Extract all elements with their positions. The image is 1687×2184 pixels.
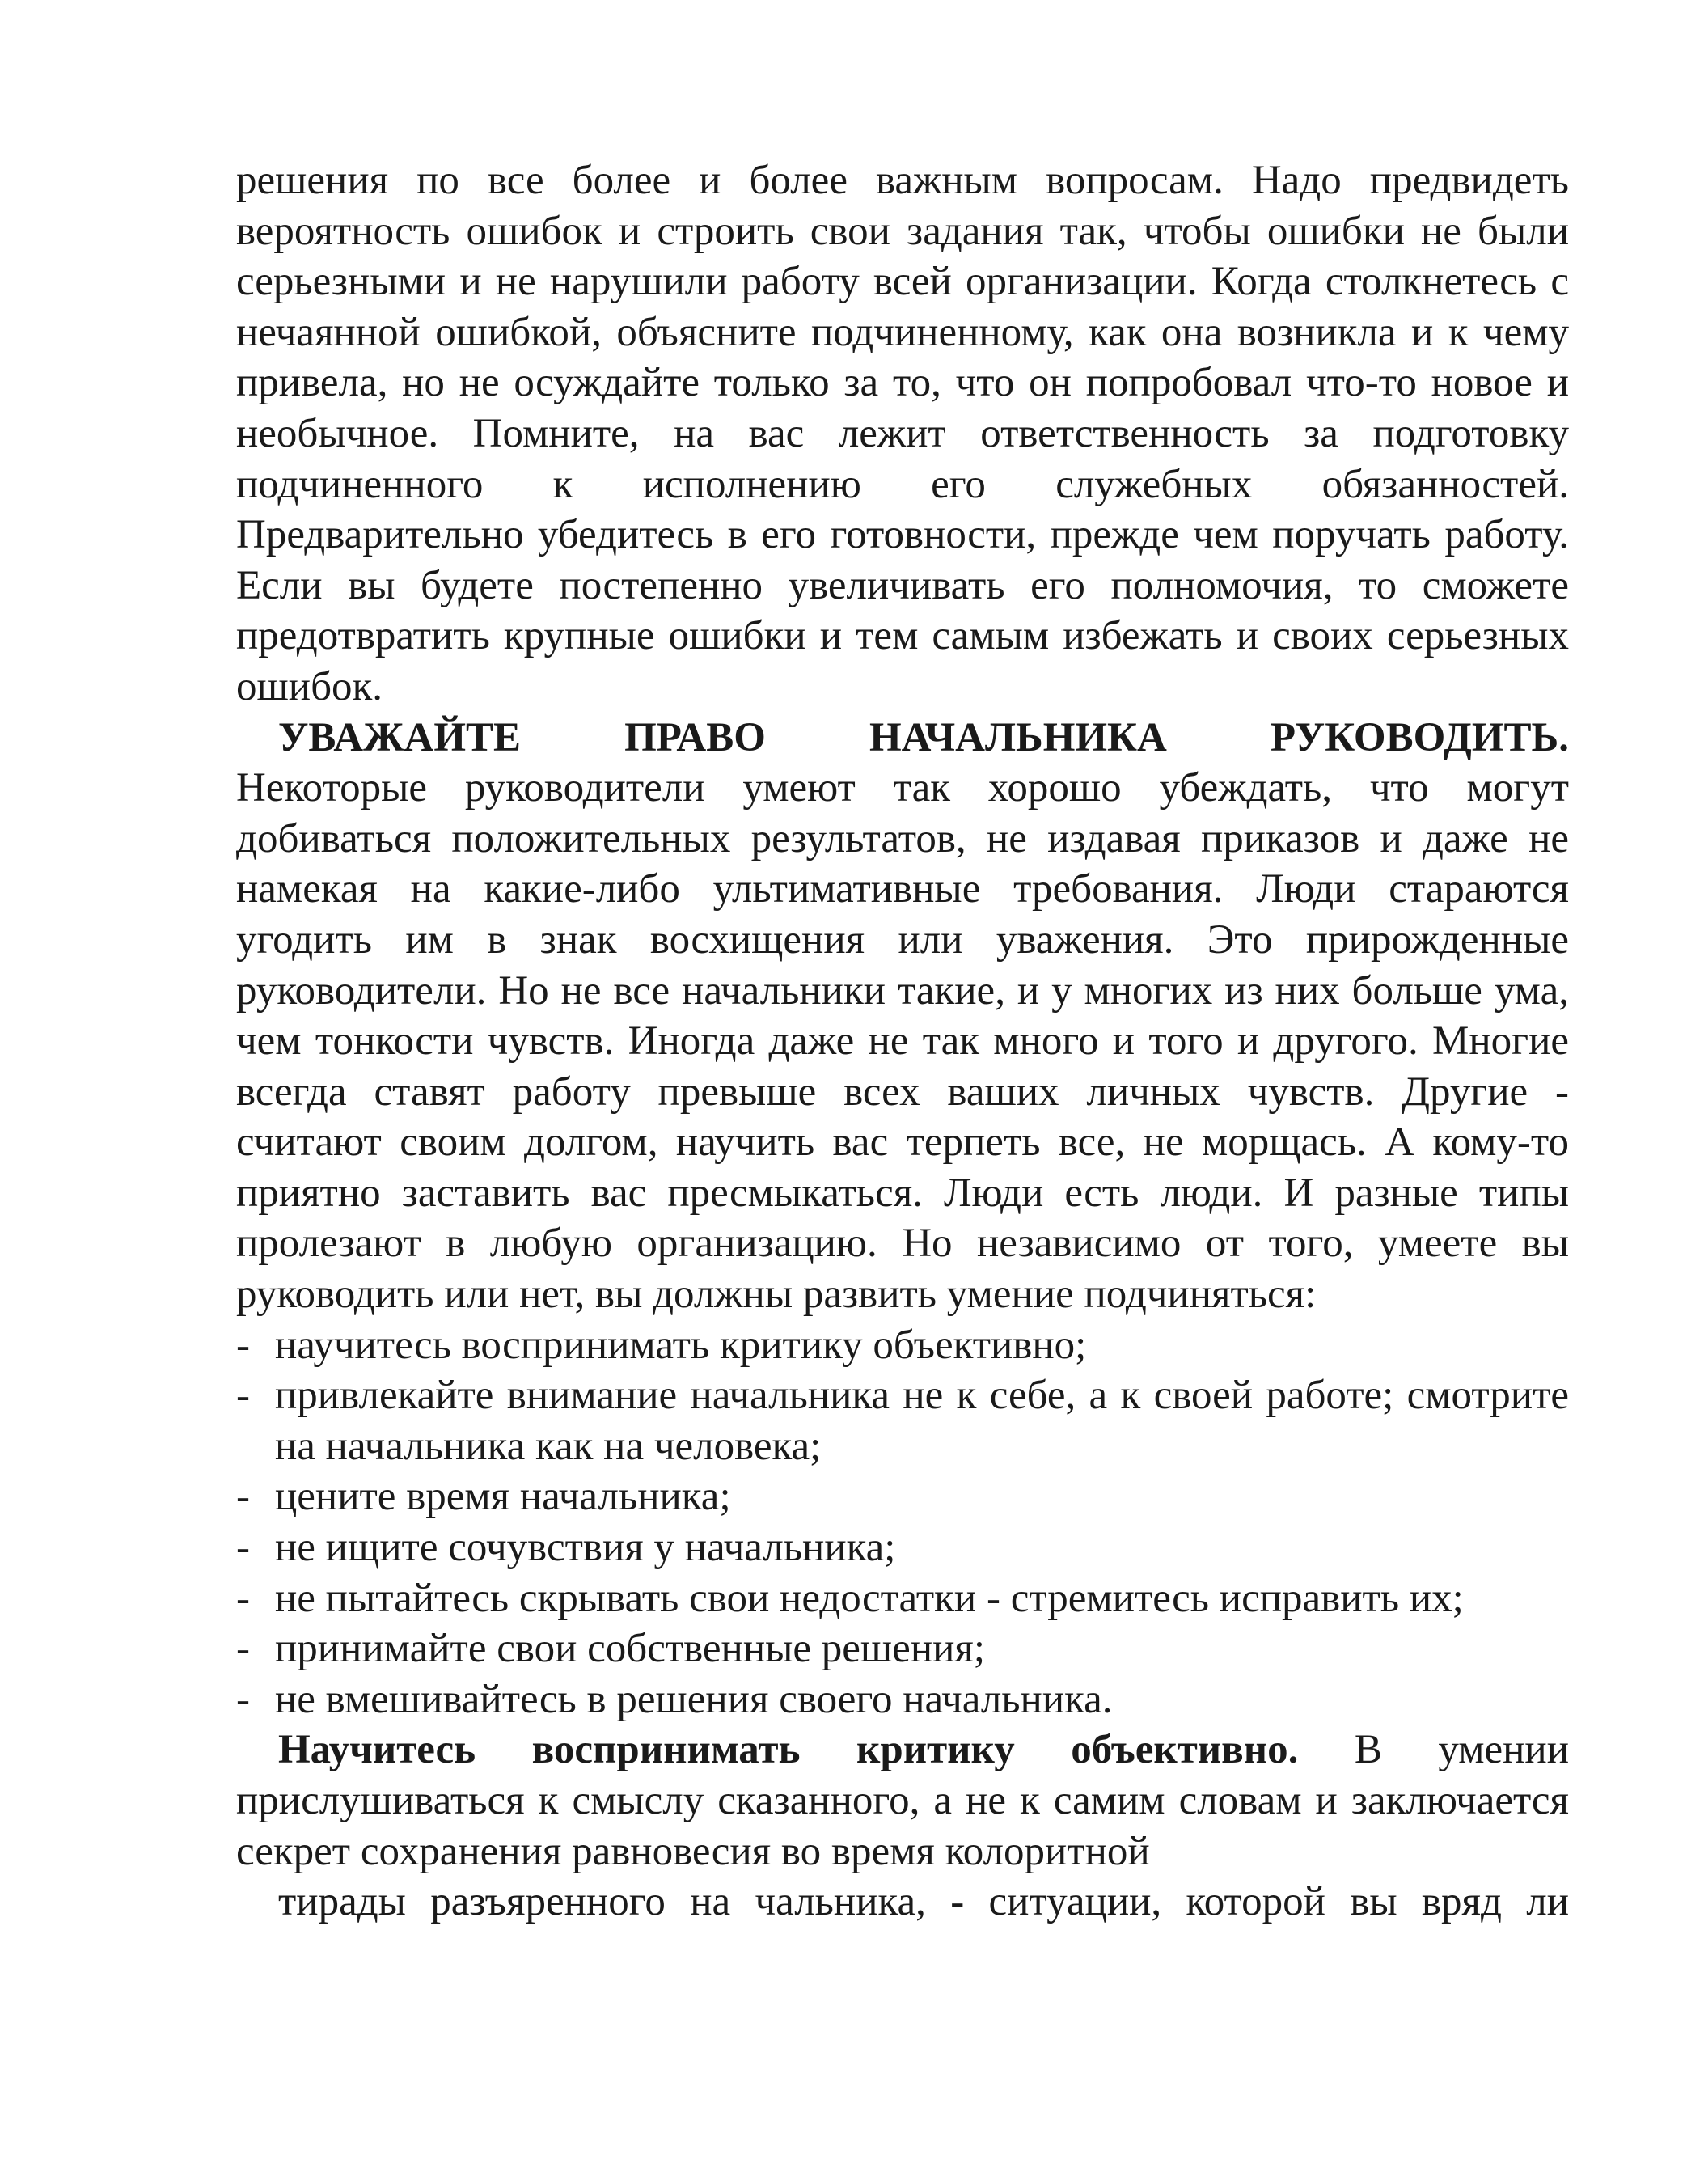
paragraph-criticism [236,1725,1569,1927]
list-item [236,1370,1569,1471]
section-heading-respect: УВАЖАЙТЕ ПРАВО НАЧАЛЬНИКА РУКОВОДИТЬ. [278,714,1569,760]
list-item [236,1471,1569,1522]
list-item-text: не пытайтесь скрывать свои недостатки - стремитесь исправить их; [275,1575,1464,1621]
section-heading-criticism: Научитесь воспринимать критику объективно. [278,1727,1299,1773]
list-item-text: цените время начальника; [275,1474,731,1520]
list-item [236,1674,1569,1725]
list-bullet: - [236,1676,250,1722]
list-item [236,1320,1569,1371]
subordination-skills-list [236,1320,1569,1725]
list-item-text: не вмешивайтесь в решения своего начальника. [275,1676,1113,1722]
list-item-text: привлекайте внимание начальника не к себе, а к своей работе; смотрите на начальника как на человека; [275,1373,1569,1469]
paragraph-criticism-body: В умении прислушиваться к смыслу сказанного, а не к самим словам и заключается секрет сохранения равновесия во время колоритной [236,1727,1570,1874]
list-bullet: - [236,1474,250,1520]
document-body [236,155,1569,1928]
list-item [236,1573,1569,1624]
list-item-text: не ищите сочувствия у начальника; [275,1525,896,1571]
paragraph-respect-body: Некоторые руководители умеют так хорошо убеждать, что могут добиваться положительных результатов, не издавая приказов и даже не намекая на какие-либо ультимативные требования. Люди стараются угодить им в знак восхищения или уважения. Это прирожденные руководители. Но не все начальники такие, и у многих из них больше ума, чем тонкости чувств. Иногда даже не так много и того и другого. Многие всегда ставят работу превыше всех ваших личных чувств. Другие - считают своим долгом, научить вас терпеть все, не морщась. А кому-то приятно заставить вас пресмыкаться. Люди есть люди. И разные типы пролезают в любую организацию. Но независимо от того, умеете вы руководить или нет, вы должны развить умение подчиняться: [236,765,1569,1318]
list-item-text: принимайте свои собственные решения; [275,1626,986,1672]
list-bullet: - [236,1373,250,1419]
list-item [236,1522,1569,1573]
paragraph-criticism-last-line: тирады разъяренного на чальника, - ситуации, которой вы вряд ли [278,1879,1569,1925]
paragraph-responsibility: решения по все более и более важным вопросам. Надо предвидеть вероятность ошибок и строить свои задания так, чтобы ошибки не были серьезными и не нарушили работу всей организации. Когда столкнетесь с нечаянной ошибкой, объясните подчиненному, как она возникла и к чему привела, но не осуждайте только за то, что он попробовал что-то новое и необычное. Помните, на вас лежит ответственность за подготовку подчиненного к исполнению его служебных обязанностей. Предварительно убедитесь в его готовности, прежде чем поручать работу. Если вы будете постепенно увеличивать его полномочия, то сможете предотвратить крупные ошибки и тем самым избежать и своих серьезных ошибок. [236,158,1569,709]
list-item [236,1623,1569,1674]
list-bullet: - [236,1626,250,1672]
paragraph-respect-manager [236,713,1569,1320]
list-bullet: - [236,1525,250,1571]
list-item-text: научитесь воспринимать критику объективно; [275,1322,1087,1368]
list-bullet: - [236,1575,250,1621]
list-bullet: - [236,1322,250,1368]
